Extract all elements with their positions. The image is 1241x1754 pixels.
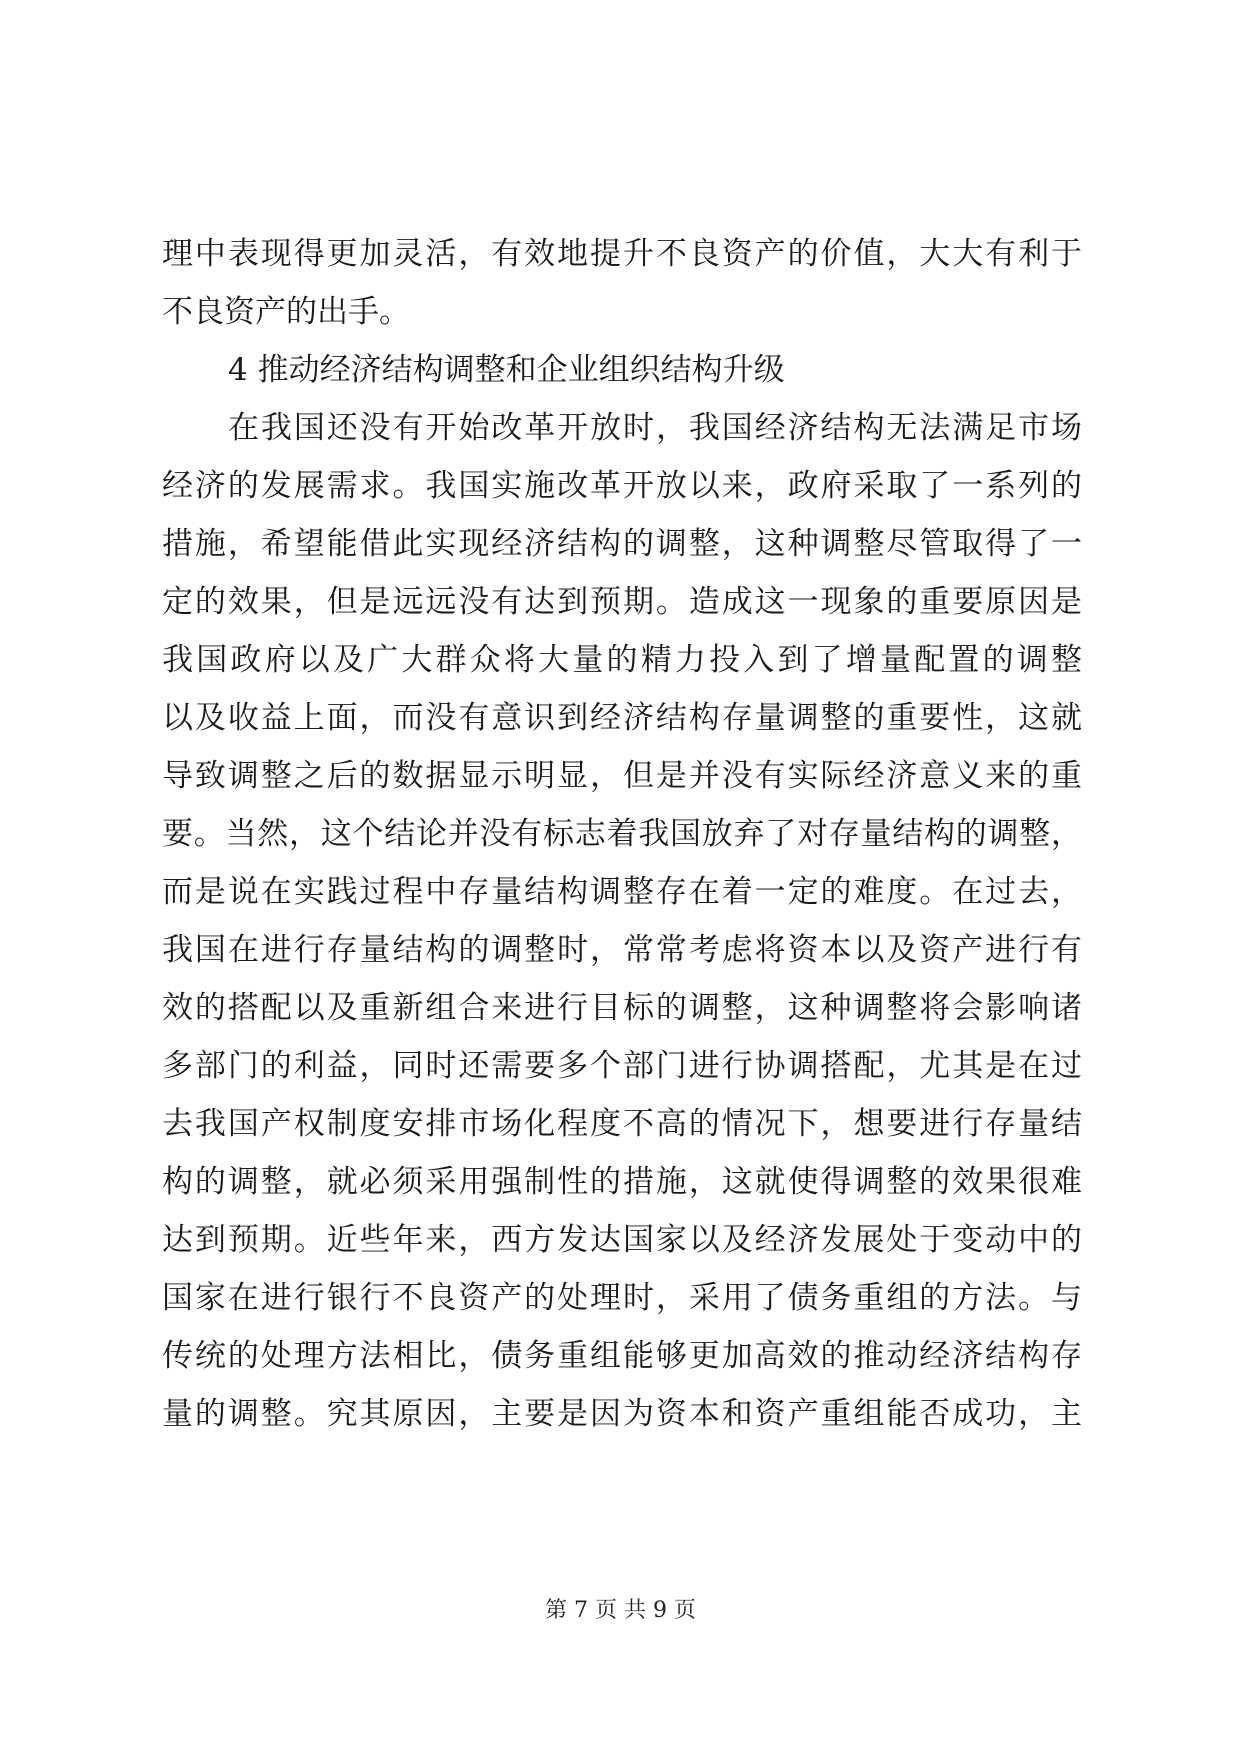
text-line: 我国在进行存量结构的调整时，常常考虑将资本以及资产进行有 [162,932,1082,968]
text-line: 定的效果，但是远远没有达到预期。造成这一现象的重要原因是 [162,584,1082,620]
text-line: 去我国产权制度安排市场化程度不高的情况下，想要进行存量结 [162,1106,1082,1142]
text-line: 而是说在实践过程中存量结构调整存在着一定的难度。在过去， [162,874,1082,910]
text-line: 构的调整，就必须采用强制性的措施，这就使得调整的效果很难 [162,1164,1082,1200]
document-body [162,225,1082,1443]
text-line: 以及收益上面，而没有意识到经济结构存量调整的重要性，这就 [162,700,1082,736]
text-line: 达到预期。近些年来，西方发达国家以及经济发展处于变动中的 [162,1222,1082,1258]
text-line: 导致调整之后的数据显示明显，但是并没有实际经济意义来的重 [162,758,1082,794]
text-line: 多部门的利益，同时还需要多个部门进行协调搭配，尤其是在过 [162,1048,1082,1084]
text-line: 我国政府以及广大群众将大量的精力投入到了增量配置的调整 [162,642,1082,678]
text-line: 国家在进行银行不良资产的处理时，采用了债务重组的方法。与 [162,1280,1082,1316]
text-line: 措施，希望能借此实现经济结构的调整，这种调整尽管取得了一 [162,526,1082,562]
text-line: 效的搭配以及重新组合来进行目标的调整，这种调整将会影响诸 [162,990,1082,1026]
text-line: 传统的处理方法相比，债务重组能够更加高效的推动经济结构存 [162,1338,1082,1374]
text-line: 经济的发展需求。我国实施改革开放以来，政府采取了一系列的 [162,468,1082,504]
text-line: 量的调整。究其原因，主要是因为资本和资产重组能否成功，主 [162,1396,1082,1432]
page-number-footer: 第 7 页 共 9 页 [545,1598,696,1623]
text-line: 理中表现得更加灵活，有效地提升不良资产的价值，大大有利于 [162,236,1082,272]
section-heading: 4 推动经济结构调整和企业组织结构升级 [228,352,785,388]
text-line: 要。当然，这个结论并没有标志着我国放弃了对存量结构的调整， [162,816,1082,852]
text-line: 在我国还没有开始改革开放时，我国经济结构无法满足市场 [228,410,1082,446]
text-line: 不良资产的出手。 [162,294,410,330]
